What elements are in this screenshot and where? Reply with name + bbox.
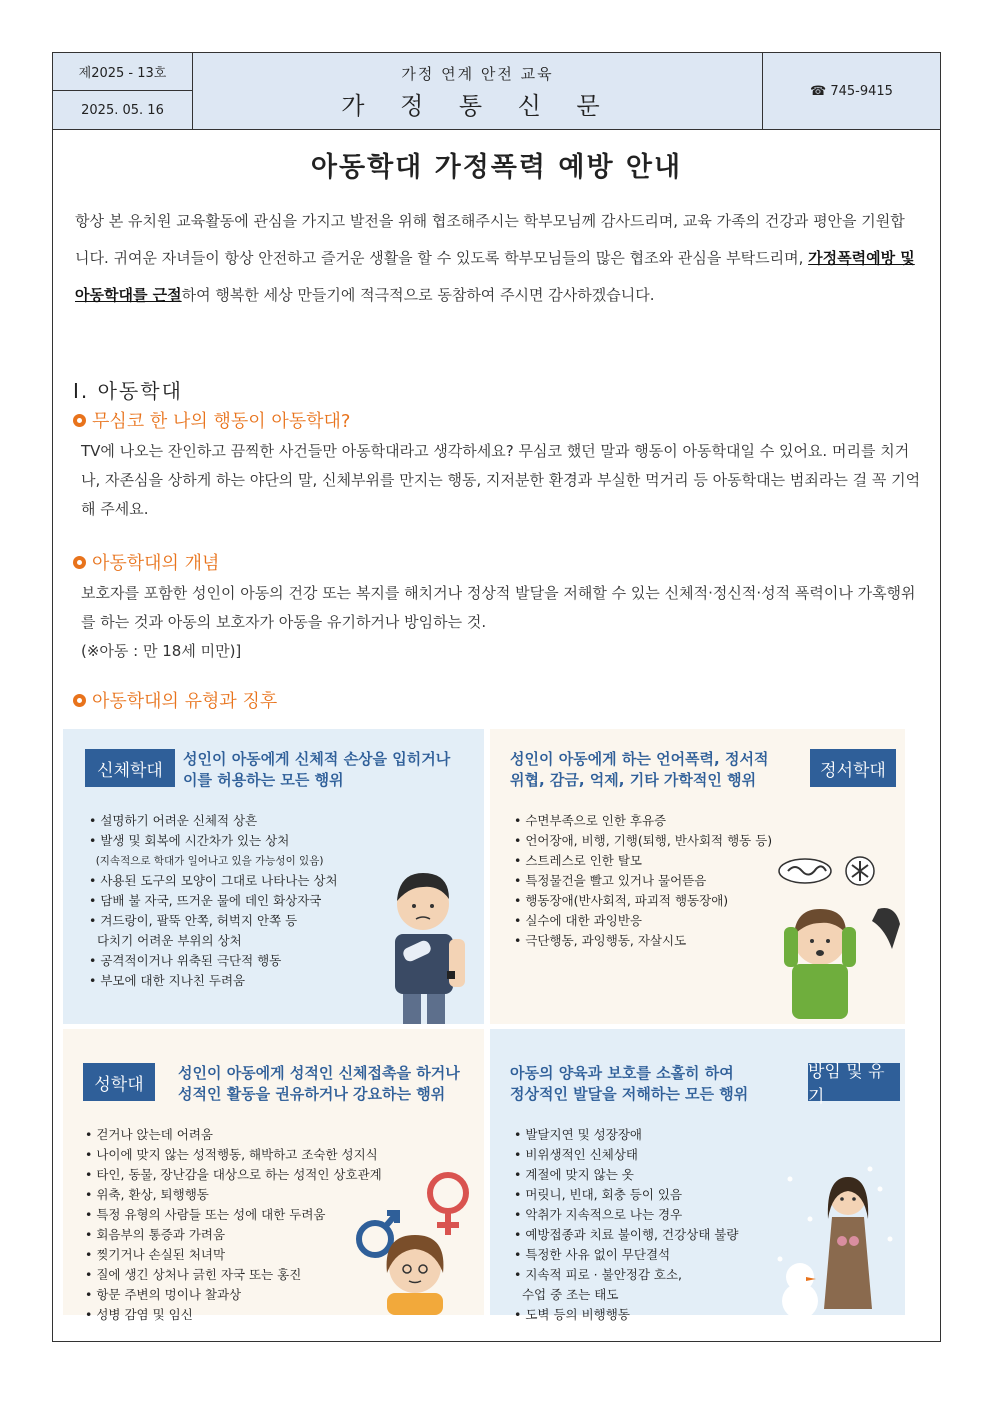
header-subtitle: 가정 연계 안전 교육 xyxy=(401,65,554,83)
intro-text-before: 항상 본 유치원 교육활동에 관심을 가지고 발전을 위해 협조해주시는 학부모님께 감사드리며, 교육 가족의 건강과 평안을 기원합니다. 귀여운 자녀들이 항상 안전하고 즐거운 생활을 할 수 있도록 학부모님들의 많은 협조와 관심을 부탁드리며, xyxy=(75,212,905,267)
list-item: • 사용된 도구의 모양이 그대로 나타나는 상처 xyxy=(89,871,338,891)
document-title: 아동학대 가정폭력 예방 안내 xyxy=(310,152,683,183)
list-item: • 항문 주변의 멍이나 찰과상 xyxy=(85,1285,382,1305)
list-item: • 회음부의 통증과 가려움 xyxy=(85,1225,382,1245)
abuse-types-infographic xyxy=(63,729,905,1322)
list-item: • 특정물건을 빨고 있거나 물어뜯음 xyxy=(514,871,772,891)
subsection-body-1: TV에 나오는 잔인하고 끔찍한 사건들만 아동학대라고 생각하세요? 무심코 했던 말과 행동이 아동학대일 수 있어요. 머리를 치거나, 자존심을 상하게 하는 야단의 말, 신체부위를 만지는 행동, 지저분한 환경과 부실한 먹거리 등 아동학대는 범죄라는 걸 꼭 기억해 주세요. xyxy=(81,442,921,518)
child-gender-symbols-illustration xyxy=(353,1169,483,1315)
newsletter-header xyxy=(53,53,940,130)
list-item: • 실수에 대한 과잉반응 xyxy=(514,911,772,931)
bullet-icon xyxy=(73,414,86,427)
concept-text: 보호자를 포함한 성인이 아동의 건강 또는 복지를 해치거나 정상적 발달을 저해할 수 있는 신체적·정신적·성적 폭력이나 가혹행위를 하는 것과 아동의 보호자가 아동을 유기하거나 방임하는 것. xyxy=(81,584,916,631)
list-item: • 계절에 맞지 않는 옷 xyxy=(514,1165,738,1185)
list-item: • 예방접종과 치료 불이행, 건강상태 불량 xyxy=(514,1225,738,1245)
list-item: • 공격적이거나 위축된 극단적 행동 xyxy=(89,951,338,971)
bullet-icon xyxy=(73,556,86,569)
list-item: • 위축, 환상, 퇴행행동 xyxy=(85,1185,382,1205)
list-item: • 도벽 등의 비행행동 xyxy=(514,1305,738,1325)
header-title-cell xyxy=(193,53,763,130)
subsection-heading-1 xyxy=(73,407,350,433)
list-item: 수업 중 조는 태도 xyxy=(521,1287,619,1302)
injured-child-illustration xyxy=(373,859,483,1024)
list-item: • 수면부족으로 인한 후유증 xyxy=(514,811,772,831)
list-item: 다치기 어려운 부위의 상처 xyxy=(96,933,242,948)
list-item: • 부모에 대한 지나친 두려움 xyxy=(89,971,338,991)
desc-line: 성인이 아동에게 하는 언어폭력, 정서적 xyxy=(510,750,769,768)
desc-line: 아동의 양육과 보호를 소홀히 하여 xyxy=(510,1064,734,1082)
bullet-icon xyxy=(73,694,86,707)
subsection-heading-text: 아동학대의 유형과 징후 xyxy=(92,691,278,712)
list-item: • 겨드랑이, 팔뚝 안쪽, 허벅지 안쪽 등 xyxy=(89,911,338,931)
neglect-desc xyxy=(510,1063,748,1105)
physical-abuse-tag: 신체학대 xyxy=(85,749,175,787)
list-item: • 극단행동, 과잉행동, 자살시도 xyxy=(514,931,772,951)
header-title: 가 정 통 신 문 xyxy=(341,92,614,120)
emotional-abuse-desc xyxy=(510,749,768,791)
list-item: • 담배 불 자국, 뜨거운 물에 데인 화상자국 xyxy=(89,891,338,911)
list-item: • 질에 생긴 상처나 긁힌 자국 또는 홍진 xyxy=(85,1265,382,1285)
subsection-heading-text: 아동학대의 개념 xyxy=(92,553,220,574)
physical-abuse-list xyxy=(89,811,338,991)
neglected-child-snowman-illustration xyxy=(770,1159,902,1315)
desc-line: 이를 허용하는 모든 행위 xyxy=(183,771,344,789)
list-item: (지속적으로 학대가 일어나고 있을 가능성이 있음) xyxy=(95,855,324,867)
scared-child-illustration xyxy=(760,849,905,1019)
physical-abuse-desc xyxy=(183,749,450,791)
subsection-body-2 xyxy=(81,579,921,666)
page-frame xyxy=(52,52,941,1342)
sexual-abuse-list xyxy=(85,1125,382,1325)
desc-line: 위협, 감금, 억제, 기타 가학적인 행위 xyxy=(510,771,757,789)
intro-paragraph xyxy=(75,203,915,314)
concept-note: (※아동 : 만 18세 미만)] xyxy=(81,642,242,660)
emotional-abuse-list xyxy=(514,811,772,951)
desc-line: 정상적인 발달을 저해하는 모든 행위 xyxy=(510,1085,749,1103)
desc-line: 성인이 아동에게 신체적 손상을 입히거나 xyxy=(183,750,451,768)
emotional-abuse-panel xyxy=(490,729,905,1024)
sexual-abuse-tag: 성학대 xyxy=(83,1063,155,1101)
desc-line: 성적인 활동을 권유하거나 강요하는 행위 xyxy=(178,1085,446,1103)
intro-text-after: 하여 행복한 세상 만들기에 적극적으로 동참하여 주시면 감사하겠습니다. xyxy=(181,286,655,304)
list-item: • 타인, 동물, 장난감을 대상으로 하는 성적인 상호관계 xyxy=(85,1165,382,1185)
list-item: • 발생 및 회복에 시간차가 있는 상처 xyxy=(89,831,338,851)
list-item: • 걷거나 앉는데 어려움 xyxy=(85,1125,382,1145)
list-item: • 특정 유형의 사람들 또는 성에 대한 두려움 xyxy=(85,1205,382,1225)
issue-date: 2025. 05. 16 xyxy=(81,103,164,118)
neglect-panel xyxy=(490,1029,905,1322)
list-item: • 행동장애(반사회적, 파괴적 행동장애) xyxy=(514,891,772,911)
header-phone: ☎ 745-9415 xyxy=(810,84,893,99)
sexual-abuse-desc xyxy=(178,1063,460,1105)
subsection-heading-3 xyxy=(73,687,277,713)
list-item: • 머릿니, 빈대, 회충 등이 있음 xyxy=(514,1185,738,1205)
sexual-abuse-panel xyxy=(63,1029,484,1322)
section-heading: Ⅰ. 아동학대 xyxy=(73,379,183,403)
list-item: • 설명하기 어려운 신체적 상흔 xyxy=(89,811,338,831)
neglect-tag: 방임 및 유기 xyxy=(808,1063,900,1101)
header-meta xyxy=(53,53,193,130)
neglect-list xyxy=(514,1125,738,1325)
list-item: • 특정한 사유 없이 무단결석 xyxy=(514,1245,738,1265)
physical-abuse-panel xyxy=(63,729,484,1024)
desc-line: 성인이 아동에게 성적인 신체접촉을 하거나 xyxy=(178,1064,460,1082)
list-item: • 나이에 맞지 않는 성적행동, 해박하고 조숙한 성지식 xyxy=(85,1145,382,1165)
list-item: • 찢기거나 손실된 처녀막 xyxy=(85,1245,382,1265)
issue-number: 제2025 - 13호 xyxy=(53,53,192,91)
list-item: • 발달지연 및 성장장애 xyxy=(514,1125,738,1145)
emotional-abuse-tag: 정서학대 xyxy=(810,749,896,787)
list-item: • 비위생적인 신체상태 xyxy=(514,1145,738,1165)
list-item: • 언어장애, 비행, 기행(퇴행, 반사회적 행동 등) xyxy=(514,831,772,851)
list-item: • 성병 감염 및 임신 xyxy=(85,1305,382,1325)
list-item: • 지속적 피로 · 불안정감 호소, xyxy=(514,1265,738,1285)
subsection-heading-text: 무심코 한 나의 행동이 아동학대? xyxy=(92,411,351,432)
intro-emphasis: 가정폭력예방 및 아동학대를 근절 xyxy=(75,249,915,304)
list-item: • 스트레스로 인한 탈모 xyxy=(514,851,772,871)
list-item: • 악취가 지속적으로 나는 경우 xyxy=(514,1205,738,1225)
subsection-heading-2 xyxy=(73,549,219,575)
